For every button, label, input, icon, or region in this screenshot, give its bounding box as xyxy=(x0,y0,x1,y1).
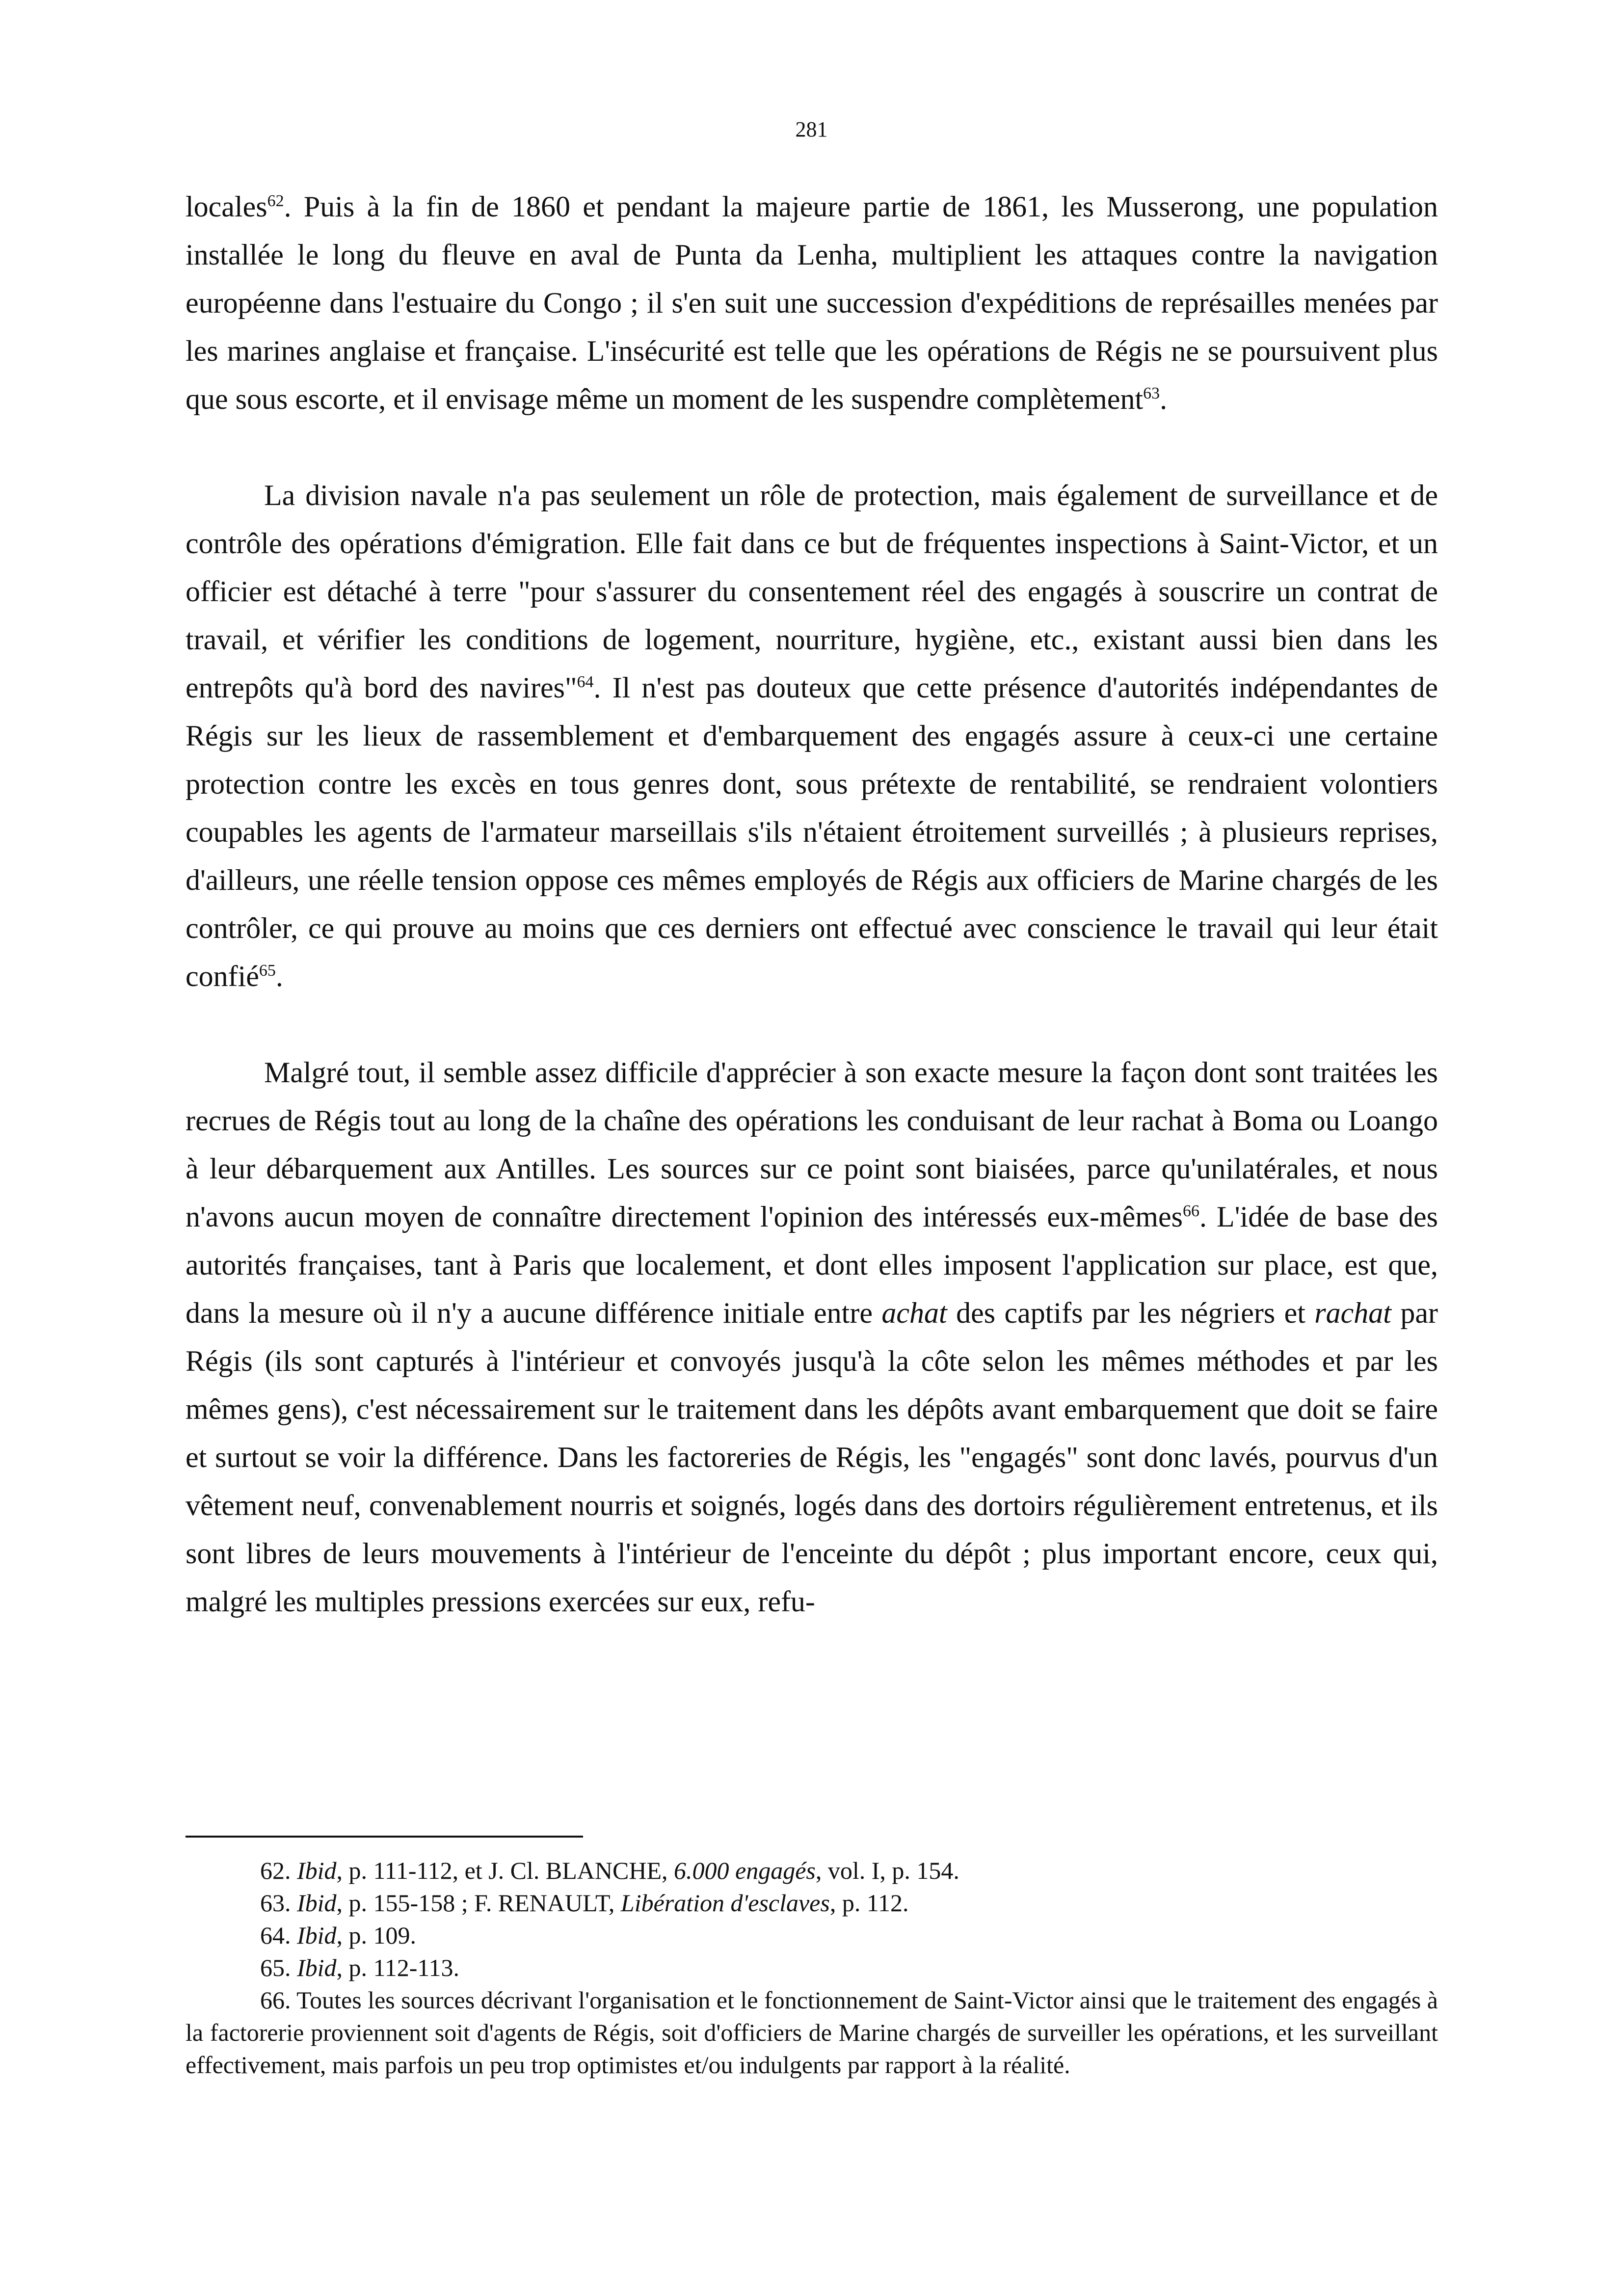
footnote-reference: 64 xyxy=(577,673,594,691)
text-run: 66. Toutes les sources décrivant l'organisation et le fonctionnement de Saint-Victor ainsi que le traitement des engagés à la factorerie proviennent soit d'agents de Régis, soit d'officiers de Marine chargés de surveiller les opérations, et les surveillant effectivement, mais parfois un peu trop optimistes et/ou indulgents par rapport à la réalité. xyxy=(186,1986,1438,2079)
italic-text: Ibid xyxy=(297,1922,337,1949)
italic-text: Ibid xyxy=(297,1889,337,1917)
text-run: . Il n'est pas douteux que cette présence d'autorités indépendantes de Régis sur les lieux de rassemblement et d'embarquement des engagés assure à ceux-ci une certaine protection contre les excès en tous genres dont, sous prétexte de rentabilité, se rendraient volontiers coupables les agents de l'armateur marseillais s'ils n'étaient étroitement surveillés ; à plusieurs reprises, d'ailleurs, une réelle tension oppose ces mêmes employés de Régis aux officiers de Marine chargés de les contrôler, ce qui prouve au moins que ces derniers ont effectué avec conscience le travail qui leur était confié xyxy=(186,671,1438,992)
text-run: La division navale n'a pas seulement un rôle de protection, mais également de surveillance et de contrôle des opérations d'émigration. Elle fait dans ce but de fréquentes inspections à Saint-Victor, et un officier est détaché à terre "pour s'assurer du consentement réel des engagés à souscrire un contrat de travail, et vérifier les conditions de logement, nourriture, hygiène, etc., existant aussi bien dans les entrepôts qu'à bord des navires" xyxy=(186,479,1438,704)
text-run: . L'idée de base des autorités françaises, tant à Paris que localement, et dont elles imposent l'application sur place, est que, dans la mesure où il n'y a aucune différence initiale entre xyxy=(186,1201,1438,1329)
italic-text: Libération d'esclaves xyxy=(620,1889,830,1917)
footnote xyxy=(186,1854,1438,1887)
text-run: . xyxy=(275,960,283,992)
italic-text: 6.000 engagés xyxy=(674,1857,816,1884)
footnotes xyxy=(186,1854,1438,2081)
footnote-reference: 63 xyxy=(1143,384,1160,402)
text-run: , p. 155-158 ; F. RENAULT, xyxy=(336,1889,621,1917)
text-run: . Puis à la fin de 1860 et pendant la majeure partie de 1861, les Musserong, une population installée le long du fleuve en aval de Punta da Lenha, multiplient les attaques contre la navigation européenne dans l'estuaire du Congo ; il s'en suit une succession d'expéditions de représailles menées par les marines anglaise et française. L'insécurité est telle que les opérations de Régis ne se poursuivent plus que sous escorte, et il envisage même un moment de les suspendre complètement xyxy=(186,190,1438,415)
text-run: . xyxy=(1160,383,1168,415)
footnote xyxy=(186,1984,1438,2081)
text-run: 63. xyxy=(260,1889,297,1917)
paragraph xyxy=(186,183,1438,423)
footnote xyxy=(186,1919,1438,1951)
text-run: 64. xyxy=(260,1922,297,1949)
footnote xyxy=(186,1887,1438,1919)
footnote-reference: 65 xyxy=(259,961,276,980)
footnote-reference: 62 xyxy=(267,192,284,210)
text-run: locales xyxy=(186,190,267,223)
text-run: , p. 112-113. xyxy=(336,1954,459,1981)
italic-text: achat xyxy=(881,1297,947,1329)
italic-text: rachat xyxy=(1314,1297,1391,1329)
text-run: 62. xyxy=(260,1857,297,1884)
text-run: , p. 109. xyxy=(336,1922,417,1949)
text-run: , vol. I, p. 154. xyxy=(815,1857,959,1884)
text-run: Malgré tout, il semble assez difficile d'apprécier à son exacte mesure la façon dont sont traitées les recrues de Régis tout au long de la chaîne des opérations les conduisant de leur rachat à Boma ou Loango à leur débarquement aux Antilles. Les sources sur ce point sont biaisées, parce qu'unilatérales, et nous n'avons aucun moyen de connaître directement l'opinion des intéressés eux-mêmes xyxy=(186,1056,1438,1233)
footnote-reference: 66 xyxy=(1182,1202,1199,1220)
text-run: , p. 112. xyxy=(829,1889,909,1917)
text-run: 65. xyxy=(260,1954,297,1981)
paragraph xyxy=(186,471,1438,1000)
text-run: par Régis (ils sont capturés à l'intérieur et convoyés jusqu'à la côte selon les mêmes méthodes et par les mêmes gens), c'est nécessairement sur le traitement dans les dépôts avant embarquement que doit se faire et surtout se voir la différence. Dans les factoreries de Régis, les "engagés" sont donc lavés, pourvus d'un vêtement neuf, convenablement nourris et soignés, logés dans des dortoirs régulièrement entretenus, et ils sont libres de leurs mouvements à l'intérieur de l'enceinte du dépôt ; plus important encore, ceux qui, malgré les multiples pressions exercées sur eux, refu- xyxy=(186,1297,1438,1618)
text-run: , p. 111-112, et J. Cl. BLANCHE, xyxy=(336,1857,674,1884)
text-run: des captifs par les négriers et xyxy=(947,1297,1315,1329)
page-number: 281 xyxy=(795,117,828,141)
body-text xyxy=(186,183,1438,1626)
paragraph xyxy=(186,1048,1438,1626)
footnote xyxy=(186,1951,1438,1984)
italic-text: Ibid xyxy=(297,1954,337,1981)
italic-text: Ibid xyxy=(297,1857,337,1884)
footnote-separator xyxy=(186,1836,583,1838)
